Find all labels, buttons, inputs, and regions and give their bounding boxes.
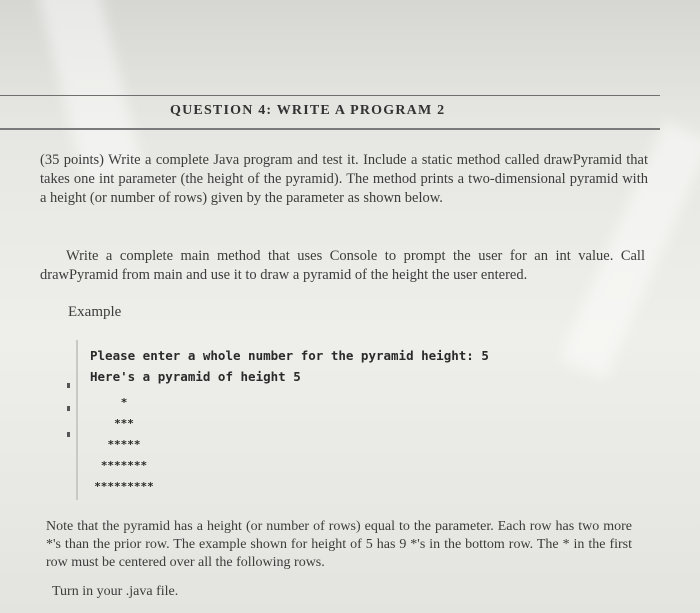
console-prompt-line: Please enter a whole number for the pyramid height: 5	[90, 348, 489, 363]
console-result-line: Here's a pyramid of height 5	[90, 369, 301, 384]
pyramid-row: *****	[107, 438, 141, 451]
pyramid-output	[84, 392, 164, 497]
pyramid-row: *********	[94, 480, 154, 493]
note-paragraph: Note that the pyramid has a height (or number of rows) equal to the parameter. Each row has two more *'s than the prior row. The example shown for height of 5 has 9 *'s in the bottom row. The * in the first row must be centered over all the following rows.	[46, 519, 632, 570]
margin-mark	[67, 432, 70, 437]
header-rule-bottom	[0, 128, 660, 130]
pyramid-row: *	[120, 396, 128, 409]
main-method-paragraph: Write a complete main method that uses Console to prompt the user for an int value. Call drawPyramid from main and use it to draw a pyramid of the height the user entered.	[40, 248, 645, 283]
example-label: Example	[68, 304, 122, 320]
header-rule-top	[0, 95, 660, 96]
margin-mark	[67, 383, 70, 388]
question-title: QUESTION 4: WRITE A PROGRAM 2	[170, 103, 446, 118]
instructions-paragraph: (35 points) Write a complete Java program and test it. Include a static method called drawPyramid that takes one int parameter (the height of the pyramid). The method prints a two-dimensional pyramid with a height (or number of rows) given by the parameter as shown below.	[40, 152, 648, 206]
pyramid-row: ***	[114, 417, 134, 430]
console-output	[90, 345, 489, 387]
turn-in-text: Turn in your .java file.	[52, 584, 179, 599]
margin-mark	[67, 406, 70, 411]
pyramid-row: *******	[100, 459, 148, 472]
code-block-border	[76, 340, 78, 500]
